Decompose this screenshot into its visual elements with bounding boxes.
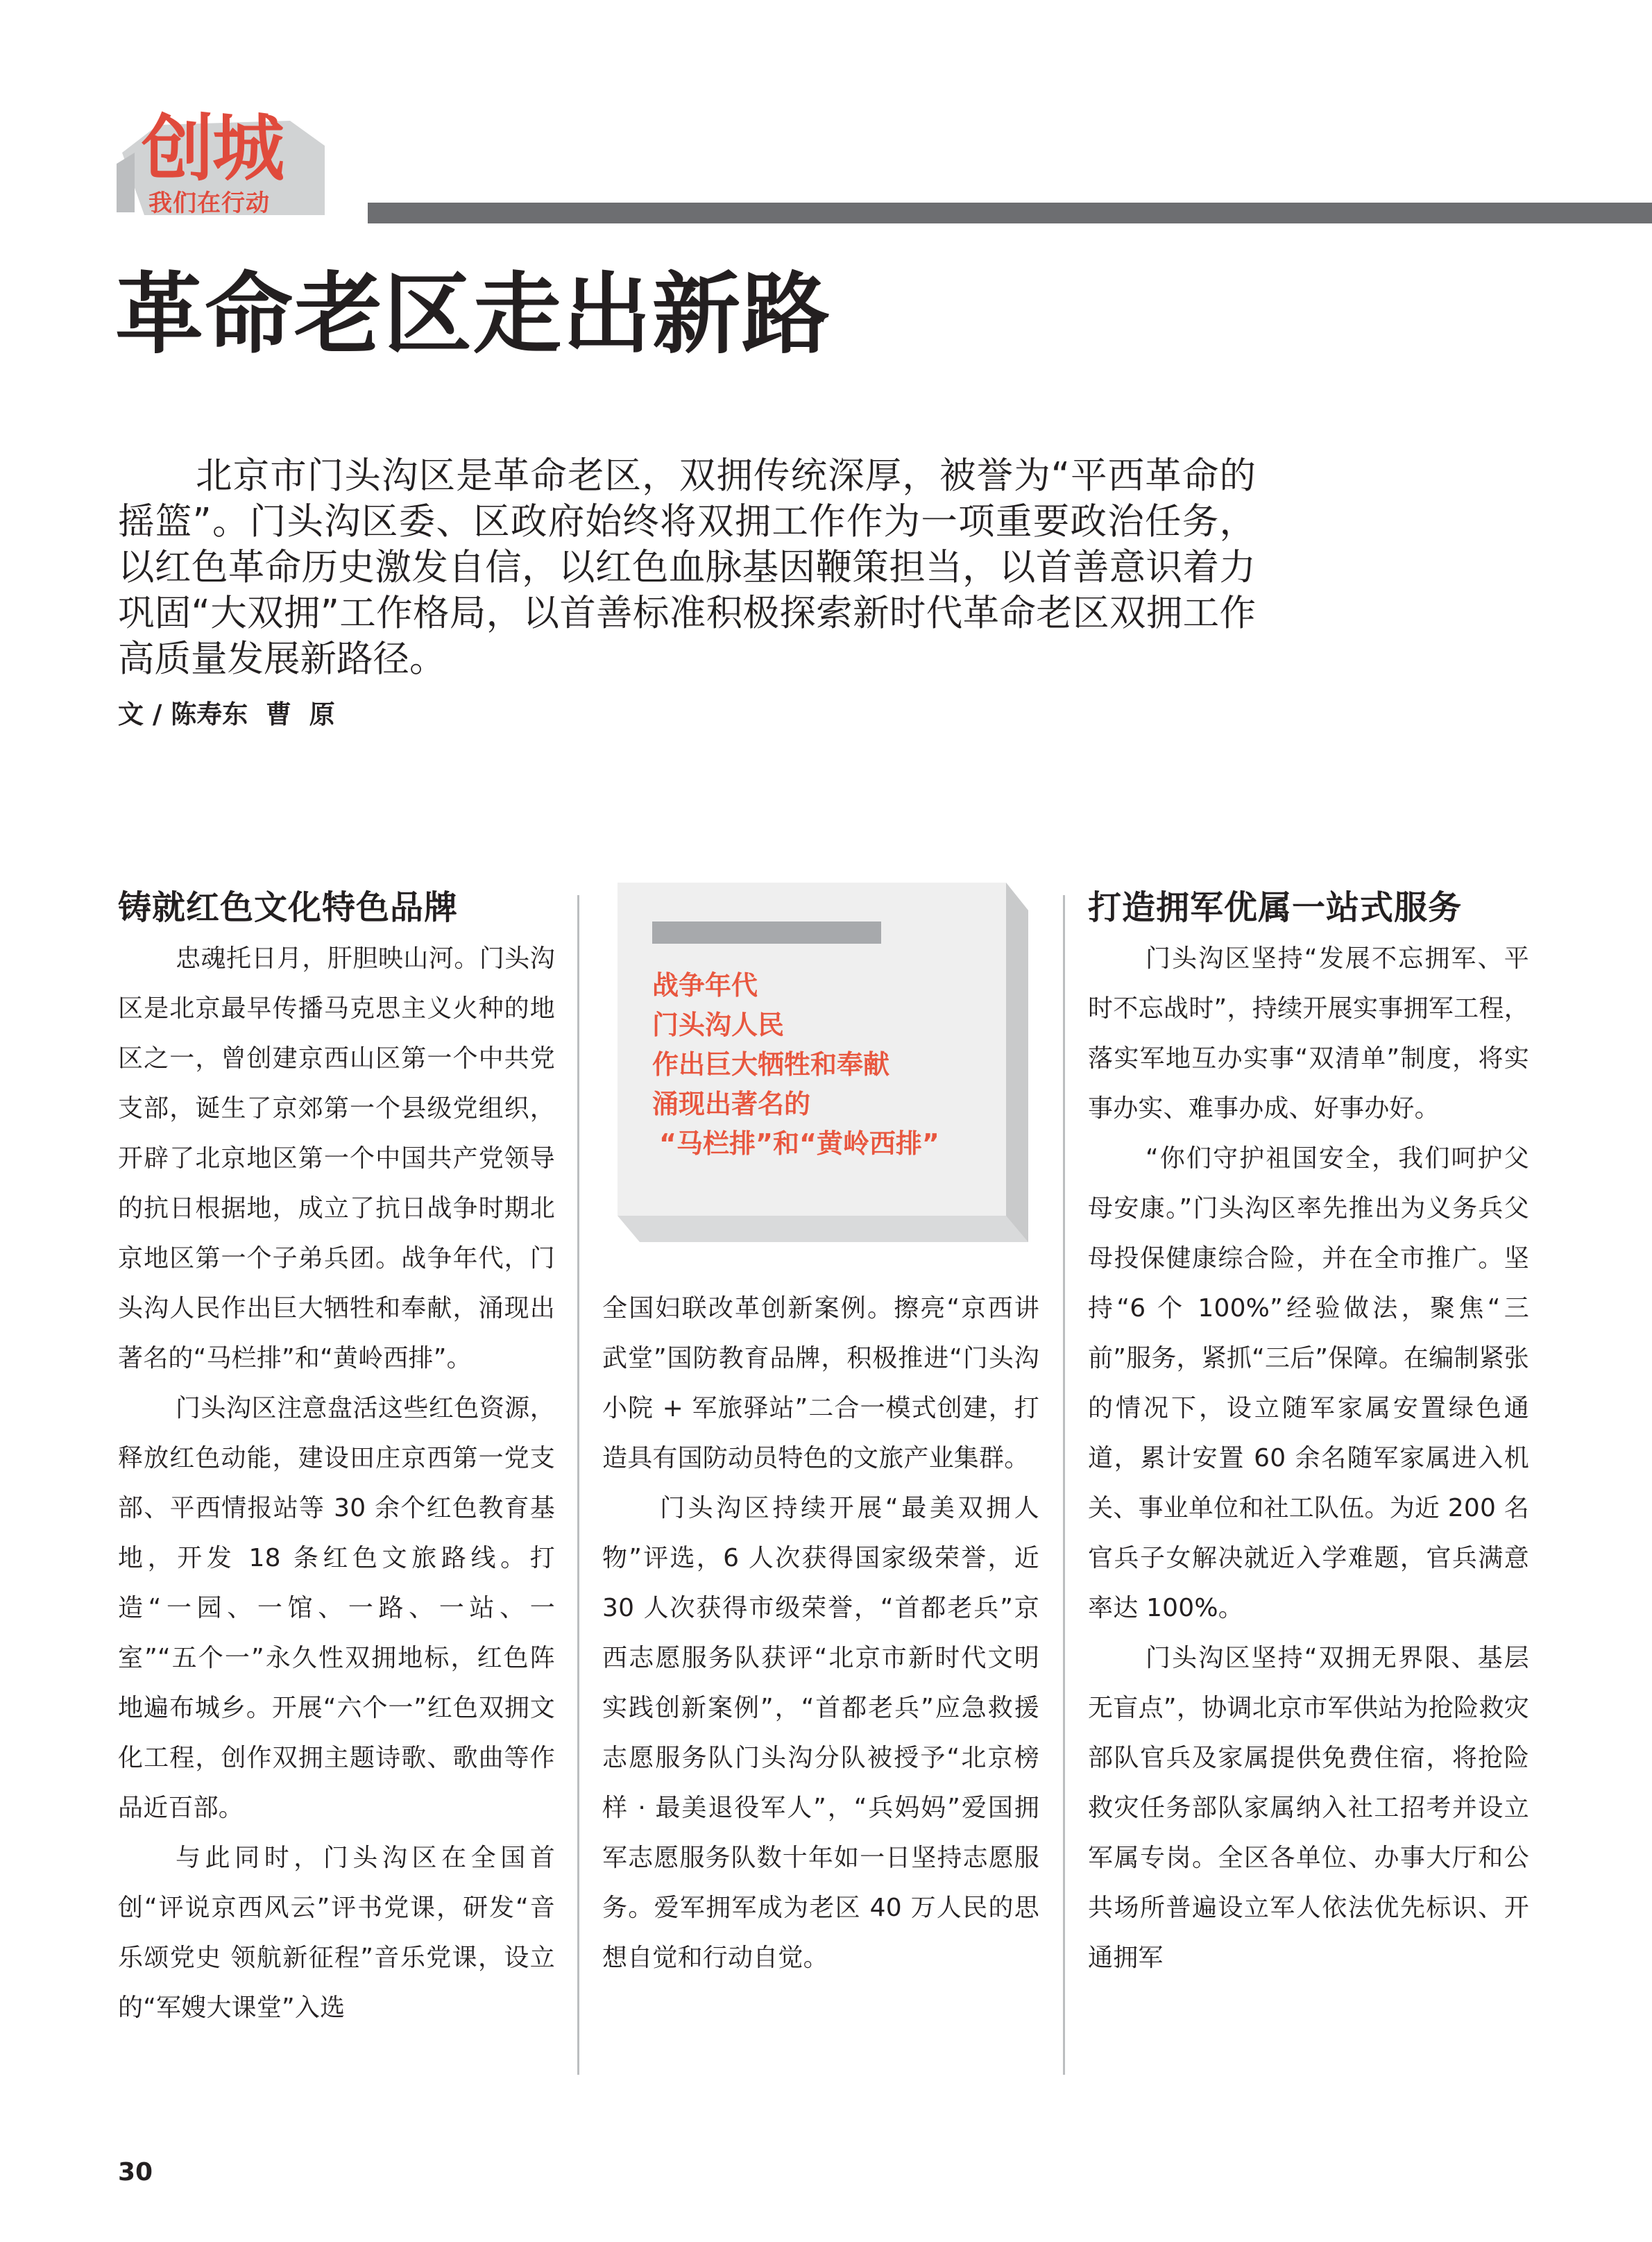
column-3 (1088, 881, 1529, 1983)
header-bar (368, 203, 1652, 223)
section-heading: 打造拥军优属一站式服务 (1088, 888, 1463, 927)
section-logo-main: 创城 (142, 106, 284, 191)
column-divider (577, 895, 579, 2075)
article-lead: 北京市门头沟区是革命老区，双拥传统深厚，被誉为“平西革命的摇篮”。门头沟区委、区政府始终将双拥工作作为一项重要政治任务，以红色革命历史激发自信，以红色血脉基因鞭策担当，以首善意识着力巩固“大双拥”工作格局，以首善标准积极探索新时代革命老区双拥工作高质量发展新路径。 (118, 454, 1256, 680)
paragraph: 门头沟区注意盘活这些红色资源，释放红色动能，建设田庄京西第一党支部、平西情报站等 30 余个红色教育基地，开发 18 条红色文旅路线。打造“一园、一馆、一路、一站、一室”“五个一”永久性双拥地标，红色阵地遍布城乡。开展“六个一”红色双拥文化工程，创作双拥主题诗歌、歌曲等作品近百部。 (118, 1394, 555, 1822)
section-logo-sub: 我们在行动 (148, 189, 270, 217)
pull-quote (618, 883, 1028, 1242)
section-logo (117, 104, 339, 222)
paragraph: 与此同时，门头沟区在全国首创“评说京西风云”评书党课，研发“音乐颂党史 领航新征程”音乐党课，设立的“军嫂大课堂”入选 (118, 1844, 555, 2022)
pull-quote-text (652, 966, 1013, 1164)
paragraph: 门头沟区持续开展“最美双拥人物”评选，6 人次获得国家级荣誉，近 30 人次获得市级荣誉，“首都老兵”京西志愿服务队获评“北京市新时代文明实践创新案例”，“首都老兵”应急救援志愿服务队门头沟分队被授予“北京榜样 · 最美退役军人”，“兵妈妈”爱国拥军志愿服务队数十年如一日坚持志愿服务。爱军拥军成为老区 40 万人民的思想自觉和行动自觉。 (602, 1494, 1039, 1972)
paragraph: “你们守护祖国安全，我们呵护父母安康。”门头沟区率先推出为义务兵父母投保健康综合险，并在全市推广。坚持“6 个 100%”经验做法，聚焦“三前”服务，紧抓“三后”保障。在编制紧张的情况下，设立随军家属安置绿色通道，累计安置 60 余名随军家属进入机关、事业单位和社工队伍。为近 200 名官兵子女解决就近入学难题，官兵满意率达 100%。 (1088, 1144, 1529, 1622)
paragraph: 忠魂托日月，肝胆映山河。门头沟区是北京最早传播马克思主义火种的地区之一，曾创建京西山区第一个中共党支部，诞生了京郊第一个县级党组织，开辟了北京地区第一个中国共产党领导的抗日根据地，成立了抗日战争时期北京地区第一个子弟兵团。战争年代，门头沟人民作出巨大牺牲和奉献，涌现出著名的“马栏排”和“黄岭西排”。 (118, 944, 555, 1373)
pull-quote-line: “马栏排”和“黄岭西排” (659, 1128, 939, 1159)
column-2 (602, 1284, 1039, 1983)
page-number: 30 (118, 2158, 153, 2186)
pull-quote-line: 作出巨大牺牲和奉献 (652, 1049, 890, 1080)
article-byline: 文 / 陈寿东 曹 原 (118, 699, 335, 729)
paragraph: 门头沟区坚持“双拥无界限、基层无盲点”，协调北京市军供站为抢险救灾部队官兵及家属提供免费住宿，将抢险救灾任务部队家属纳入社工招考并设立军属专岗。全区各单位、办事大厅和公共场所普遍设立军人依法优先标识、开通拥军 (1088, 1644, 1529, 1972)
section-heading: 铸就红色文化特色品牌 (118, 888, 459, 927)
pull-quote-line: 涌现出著名的 (652, 1089, 811, 1119)
column-1 (118, 881, 555, 2033)
paragraph: 全国妇联改革创新案例。擦亮“京西讲武堂”国防教育品牌，积极推进“门头沟小院 + 军旅驿站”二合一模式创建，打造具有国防动员特色的文旅产业集群。 (602, 1294, 1039, 1472)
pull-quote-line: 战争年代 (652, 970, 758, 1001)
pull-quote-rule (652, 922, 881, 944)
paragraph: 门头沟区坚持“发展不忘拥军、平时不忘战时”，持续开展实事拥军工程，落实军地互办实事“双清单”制度，将实事办实、难事办成、好事办好。 (1088, 944, 1529, 1123)
article-title: 革命老区走出新路 (115, 262, 832, 366)
column-divider (1063, 895, 1065, 2075)
pull-quote-line: 门头沟人民 (652, 1010, 785, 1040)
